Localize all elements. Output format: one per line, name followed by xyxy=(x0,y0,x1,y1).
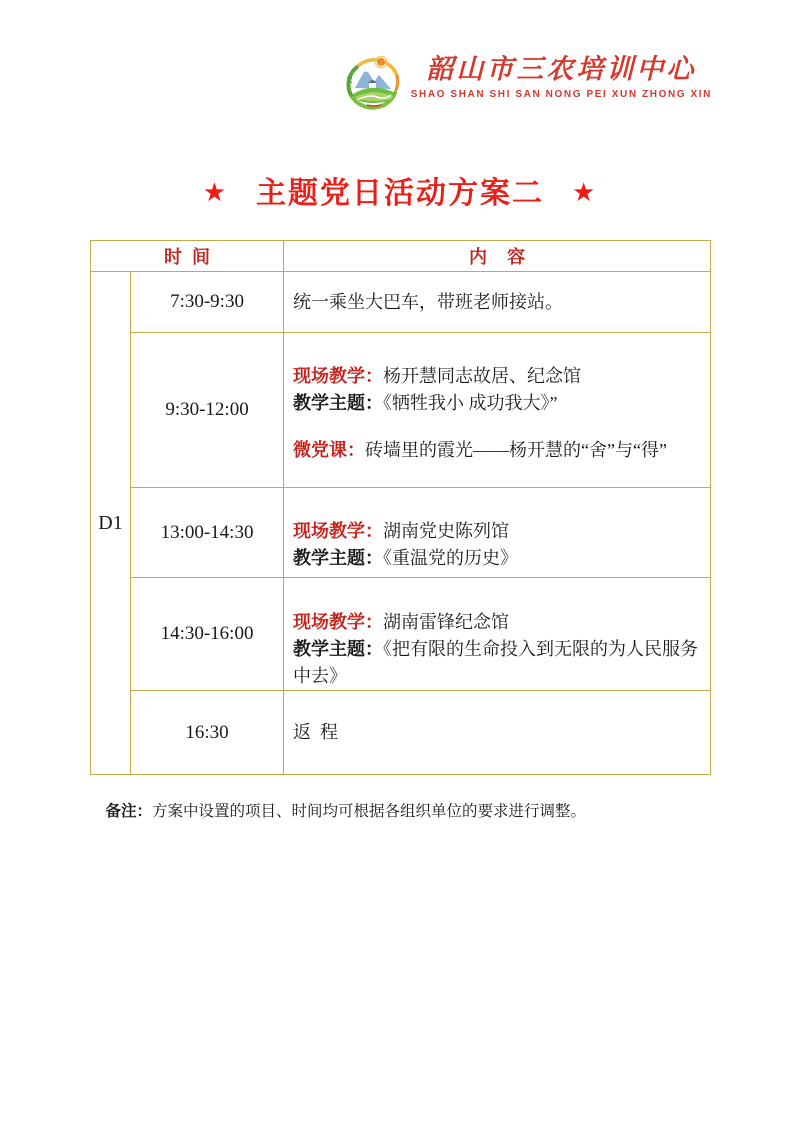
table-row xyxy=(91,272,711,333)
star-icon: ★ xyxy=(572,177,598,207)
content-line: 统一乘坐大巴车，带班老师接站。 xyxy=(293,291,564,312)
content-line xyxy=(293,545,698,572)
teaching-theme-label: 教学主题： xyxy=(293,547,384,568)
logo-name-pinyin: SHAO SHAN SHI SAN NONG PEI XUN ZHONG XIN xyxy=(410,89,712,100)
table-row xyxy=(91,691,711,775)
content-text: 湖南党史陈列馆 xyxy=(383,520,510,541)
time-cell: 7:30-9:30 xyxy=(131,272,284,333)
logo-name-chinese: 韶山市三农培训中心 xyxy=(426,54,697,84)
table-row xyxy=(91,488,711,578)
remark-text: 方案中设置的项目、时间均可根据各组织单位的要求进行调整。 xyxy=(152,803,587,820)
content-text: 杨开慧同志故居、纪念馆 xyxy=(383,365,582,386)
remark-note xyxy=(90,782,710,842)
time-column-header: 时 间 xyxy=(91,241,284,272)
content-line xyxy=(293,609,698,636)
content-text: 《重温党的历史》 xyxy=(383,547,519,568)
time-cell: 9:30-12:00 xyxy=(131,333,284,488)
content-line xyxy=(293,518,698,545)
micro-party-class-label: 微党课： xyxy=(293,439,366,460)
time-cell: 16:30 xyxy=(131,691,284,775)
content-line xyxy=(293,390,698,417)
table-row xyxy=(91,578,711,691)
content-column-header: 内 容 xyxy=(284,241,711,272)
onsite-teaching-label: 现场教学： xyxy=(293,365,384,386)
star-icon: ★ xyxy=(202,177,228,207)
content-line xyxy=(293,636,698,690)
table-header-row xyxy=(91,241,711,272)
content-text: 《牺牲我小 成功我大》” xyxy=(383,392,558,413)
time-cell: 13:00-14:30 xyxy=(131,488,284,578)
remark-label: 备注： xyxy=(105,803,153,820)
content-cell xyxy=(284,488,711,578)
content-cell xyxy=(284,272,711,333)
content-line xyxy=(293,437,698,464)
onsite-teaching-label: 现场教学： xyxy=(293,520,384,541)
content-line xyxy=(293,363,698,390)
content-line: 返 程 xyxy=(293,722,339,742)
teaching-theme-label: 教学主题： xyxy=(293,392,384,413)
table-row xyxy=(91,333,711,488)
content-cell xyxy=(284,691,711,775)
training-center-logo xyxy=(343,52,712,114)
time-cell: 14:30-16:00 xyxy=(131,578,284,691)
content-text: 砖墙里的霞光——杨开慧的“舍”与“得” xyxy=(365,439,667,460)
content-cell xyxy=(284,333,711,488)
teaching-theme-label: 教学主题： xyxy=(293,638,384,659)
blank-line xyxy=(293,417,698,437)
mountain-sun-swirl-emblem-icon xyxy=(343,54,405,114)
page-title-text: 主题党日活动方案二 xyxy=(256,177,544,210)
onsite-teaching-label: 现场教学： xyxy=(293,611,384,632)
content-text: 湖南雷锋纪念馆 xyxy=(383,611,510,632)
content-text: 《把有限的生命投入到无限的为人民服务中去》 xyxy=(293,638,699,686)
logo-text xyxy=(411,52,712,100)
day-label-cell: D1 xyxy=(91,272,131,775)
schedule-table xyxy=(90,240,711,775)
content-cell xyxy=(284,578,711,691)
page-title xyxy=(90,168,710,212)
